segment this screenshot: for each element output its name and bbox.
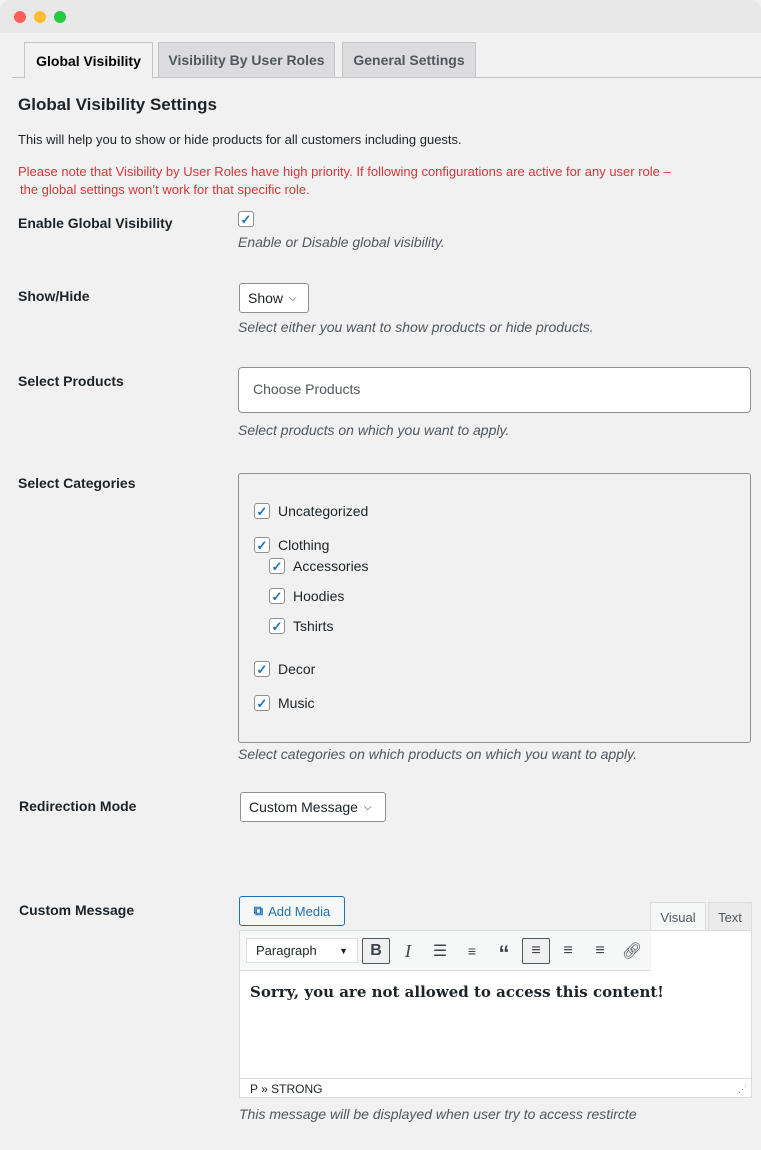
checkbox[interactable]: ✓ xyxy=(254,695,270,711)
category-name: Decor xyxy=(278,661,316,677)
showhide-desc: Select either you want to show products or hide products. xyxy=(238,319,594,335)
checkbox[interactable]: ✓ xyxy=(254,537,270,553)
checkbox[interactable]: ✓ xyxy=(254,503,270,519)
minimize-window-button[interactable] xyxy=(34,11,46,23)
checkbox[interactable]: ✓ xyxy=(269,588,285,604)
align-center-button[interactable]: ≡ xyxy=(563,942,573,959)
products-placeholder: Choose Products xyxy=(253,381,361,397)
add-media-button[interactable] xyxy=(239,896,345,926)
dropdown-arrow-icon: ▼ xyxy=(339,946,348,956)
close-window-button[interactable] xyxy=(14,11,26,23)
category-name: Uncategorized xyxy=(278,503,369,519)
checkbox[interactable]: ✓ xyxy=(269,558,285,574)
enable-desc: Enable or Disable global visibility. xyxy=(238,234,445,250)
category-music[interactable] xyxy=(254,695,315,711)
tab-text[interactable]: Text xyxy=(708,902,752,931)
chevron-down-icon: ⌵ xyxy=(289,292,297,304)
category-name: Accessories xyxy=(293,558,369,574)
add-media-label: Add Media xyxy=(268,903,331,919)
category-tshirts[interactable] xyxy=(269,618,333,634)
showhide-value: Show xyxy=(248,290,284,306)
editor-statusbar xyxy=(240,1078,751,1098)
element-path: P » STRONG xyxy=(250,1082,323,1096)
align-right-button[interactable]: ≡ xyxy=(595,942,605,959)
checkbox[interactable]: ✓ xyxy=(254,661,270,677)
category-name: Tshirts xyxy=(293,618,334,634)
category-hoodies[interactable] xyxy=(269,588,344,604)
categories-label: Select Categories xyxy=(18,475,136,491)
intro-text: This will help you to show or hide products for all customers including guests. xyxy=(18,132,462,147)
checkbox[interactable]: ✓ xyxy=(269,618,285,634)
italic-button[interactable]: I xyxy=(405,940,411,961)
maximize-window-button[interactable] xyxy=(54,11,66,23)
blockquote-button[interactable]: “ xyxy=(498,941,510,966)
bold-button[interactable]: B xyxy=(362,938,390,964)
category-uncategorized[interactable] xyxy=(254,503,368,519)
align-left-button[interactable]: ≡ xyxy=(522,938,550,964)
tab-global-visibility[interactable]: Global Visibility xyxy=(24,42,153,79)
products-input[interactable] xyxy=(238,367,751,413)
category-name: Clothing xyxy=(278,537,330,553)
category-clothing[interactable] xyxy=(254,537,329,553)
numbered-list-button[interactable]: ≡ xyxy=(467,943,477,959)
enable-global-visibility-checkbox[interactable]: ✓ xyxy=(238,211,254,227)
categories-desc: Select categories on which products on which you want to apply. xyxy=(238,746,637,762)
chevron-down-icon: ⌵ xyxy=(363,801,372,813)
link-button[interactable]: 🔗︎ xyxy=(621,943,643,960)
redirection-value: Custom Message xyxy=(249,799,358,815)
notice-line-2: the global settings won’t work for that specific role. xyxy=(20,182,310,197)
category-name: Music xyxy=(278,695,315,711)
redirection-select[interactable] xyxy=(240,792,386,822)
bullet-list-button[interactable]: ☰ xyxy=(432,943,448,960)
tab-general-settings[interactable]: General Settings xyxy=(342,42,476,78)
page-title: Global Visibility Settings xyxy=(18,95,218,114)
category-decor[interactable] xyxy=(254,661,315,677)
settings-tabs xyxy=(12,42,761,78)
redirection-label: Redirection Mode xyxy=(19,798,137,814)
media-icon: ⧉ xyxy=(253,903,264,918)
custom-message-label: Custom Message xyxy=(19,902,135,918)
products-label: Select Products xyxy=(18,373,124,389)
notice-line-1: Please note that Visibility by User Roles have high priority. If following configurations are active for any user role – xyxy=(18,164,671,179)
window-titlebar xyxy=(0,0,761,33)
tab-visual[interactable]: Visual xyxy=(650,902,706,931)
products-desc: Select products on which you want to apply. xyxy=(238,422,510,438)
format-value: Paragraph xyxy=(256,943,317,958)
showhide-label: Show/Hide xyxy=(18,288,90,304)
format-select[interactable] xyxy=(246,938,358,963)
enable-label: Enable Global Visibility xyxy=(18,215,173,231)
showhide-select[interactable] xyxy=(239,283,309,313)
editor-content[interactable]: Sorry, you are not allowed to access this content! xyxy=(250,983,664,1001)
custom-message-desc: This message will be displayed when user try to access restircte xyxy=(239,1106,637,1122)
category-accessories[interactable] xyxy=(269,558,368,574)
resize-handle-icon[interactable]: ⋰ xyxy=(738,1084,747,1094)
category-name: Hoodies xyxy=(293,588,345,604)
tab-visibility-by-user-roles[interactable]: Visibility By User Roles xyxy=(158,42,335,78)
